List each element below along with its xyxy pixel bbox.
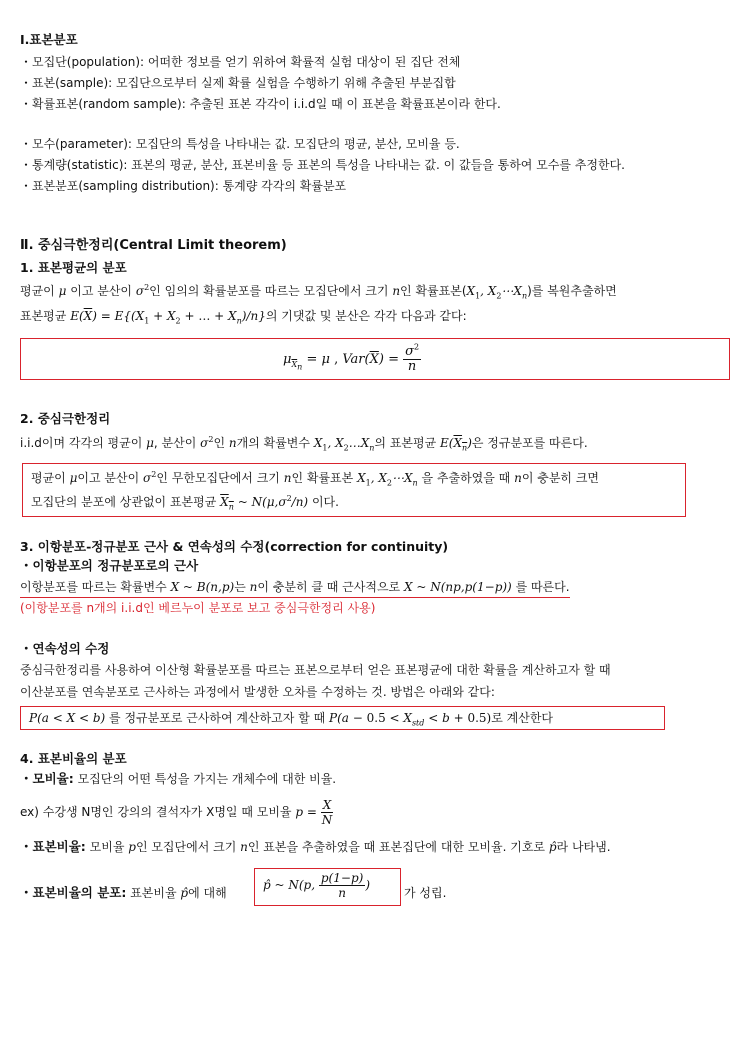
section-4-title: 4. 표본비율의 분포 xyxy=(20,751,127,766)
continuity-line-2: 이산분포를 연속분포로 근사하는 과정에서 발생한 오차를 수정하는 것. 방법은 아래와 같다: xyxy=(20,685,495,699)
clt-definition-box: 평균이 μ이고 분산이 $\sigma^2$인 무한모집단에서 크기 n인 확률표본 $X_1$, $X_2\cdots X_n$ 을 추출하였을 때 n이 충분히 크면 모집단의 분포에 상관없이 표본평균 $X_n$ ~ $N(\mu,\sigma^2/n)$ 이다. xyxy=(22,463,686,517)
subsection-binomial-normal: ・이항분포의 정규분포로의 근사 xyxy=(20,558,199,573)
continuity-line-1: 중심극한정리를 사용하여 이산형 확률분포를 따르는 표본으로부터 얻은 표본평균에 대한 확률을 계산하고자 할 때 xyxy=(20,663,611,677)
binomial-approx-line: 이항분포를 따르는 확률변수 X ~ B(n,p)는 n이 충분히 클 때 근사적으로 X ~ N(np,p(1−p)) 를 따른다. xyxy=(20,579,570,598)
continuity-formula-box: P(a < X < b) 를 정규분포로 근사하여 계산하고자 할 때 $P(a - 0.5 < X_{std} < b + 0.5)$로 계산한다 xyxy=(20,706,665,730)
sample-proportion-formula-box: p̂ ~ N(p, $\frac{p(1-p)}{n}$ ) xyxy=(254,868,401,906)
bullet-random-sample: ・확률표본(random sample): 추출된 표본 각각이 i.i.d일 때 이 표본을 확률표본이라 한다. xyxy=(20,97,501,111)
sample-mean-line-2: 표본평균 $E(\overline{X}) = E\{(X_1 + X_2$ + … + $X_n)/n$}의 기댓값 및 분산은 각각 다음과 같다: xyxy=(20,309,467,326)
bullet-statistic: ・통계량(statistic): 표본의 평균, 분산, 표본비율 등 표본의 특성을 나타내는 값. 이 값들을 통하여 모수를 추정한다. xyxy=(20,158,625,172)
clt-line: i.i.d이며 각각의 평균이 μ, 분산이 $\sigma^2$인 n개의 확률변수 $X_1$, $X_2\dots X_n$의 표본평균 $E(X_n)$은 정규분포를 따른다. xyxy=(20,435,588,453)
sample-proportion-line: ・표본비율: 모비율 p인 모집단에서 크기 n인 표본을 추출하였을 때 표본집단에 대한 모비율. 기호로 p̂라 나타냄. xyxy=(20,839,611,854)
sample-proportion-distribution-line: ・표본비율의 분포: 표본비율 p̂에 대해 xyxy=(20,885,227,900)
bullet-parameter: ・모수(parameter): 모집단의 특성을 나타내는 값. 모집단의 평균, 분산, 모비율 등. xyxy=(20,137,460,151)
bullet-population: ・모집단(population): 어떠한 정보를 얻기 위하여 확률적 실험 대상이 된 집단 전체 xyxy=(20,55,461,69)
subsection-sample-mean: 1. 표본평균의 분포 xyxy=(20,260,127,275)
section-3-title: 3. 이항분포-정규분포 근사 & 연속성의 수정(correction for continuity) xyxy=(20,539,449,554)
bullet-sampling-distribution: ・표본분포(sampling distribution): 통계량 각각의 확률분포 xyxy=(20,179,347,193)
section-2-title: Ⅱ. 중심극한정리(Central Limit theorem) xyxy=(20,238,287,253)
section-1-title: Ⅰ.표본분포 xyxy=(20,32,78,47)
population-proportion-line: ・모비율: 모집단의 어떤 특성을 가지는 개체수에 대한 비율. xyxy=(20,771,337,786)
example-line: ex) 수강생 N명인 강의의 결석자가 X명일 때 모비율 p = $\frac{X}{N}$ xyxy=(20,798,333,827)
formula-box-mean-variance: $\mu_{\overline{X}_n} = \mu$ , $Var(\overline{X})$ = $\frac{\sigma^2}{n}$ xyxy=(20,338,730,380)
sample-mean-line-1: 평균이 μ 이고 분산이 $\sigma^2$인 임의의 확률분포를 따르는 모집단에서 크기 n인 확률표본($X_1$, $X_2\cdots X_n$)를 복원추출하면 xyxy=(20,283,617,301)
subsection-clt: 2. 중심극한정리 xyxy=(20,411,111,426)
bullet-sample: ・표본(sample): 모집단으로부터 실제 확률 실험을 수행하기 위해 추출된 부분집합 xyxy=(20,76,456,90)
subsection-continuity: ・연속성의 수정 xyxy=(20,641,110,656)
binomial-note: (이항분포를 n개의 i.i.d인 베르누이 분포로 보고 중심극한정리 사용) xyxy=(20,601,376,615)
holds-text: 가 성립. xyxy=(404,886,447,900)
